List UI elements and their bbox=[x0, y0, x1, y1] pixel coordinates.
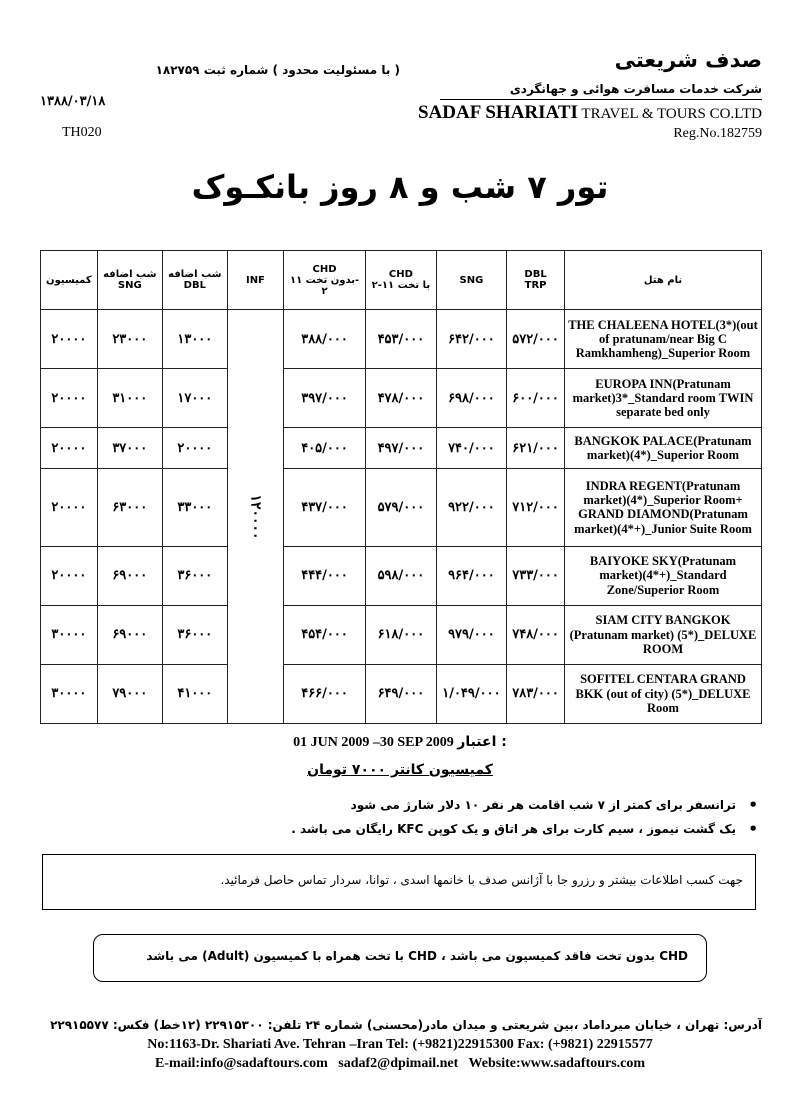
table-row bbox=[41, 546, 762, 605]
cell-dbl: ۵۷۲/۰۰۰ bbox=[507, 310, 565, 369]
cell-extra-dbl: ۱۷۰۰۰ bbox=[162, 369, 227, 428]
table-row bbox=[41, 428, 762, 469]
notes-list bbox=[60, 798, 760, 846]
cell-sng: ۶۹۸/۰۰۰ bbox=[436, 369, 506, 428]
cell-hotel: BAIYOKE SKY(Pratunam market)(4*+)_Standard Zone/Superior Room bbox=[565, 546, 762, 605]
cell-extra-dbl: ۱۳۰۰۰ bbox=[162, 310, 227, 369]
price-table bbox=[40, 250, 762, 724]
footer-address-fa: آدرس: تهران ، خیابان میرداماد ،بین شریعتی و میدان مادر(محسنی) شماره ۲۴ تلفن: ۲۲۹۱۵۳۰۰ (۱۲خط) فکس: ۲۲۹۱۵۵۷۷ bbox=[50, 1018, 762, 1032]
note-item: • ترانسفر برای کمتر از ۷ شب اقامت هر نفر ۱۰ دلار شارژ می شود bbox=[60, 798, 760, 812]
header-divider bbox=[440, 99, 762, 100]
cell-commission: ۲۰۰۰۰ bbox=[41, 546, 98, 605]
cell-extra-sng: ۶۹۰۰۰ bbox=[97, 605, 162, 664]
cell-sng: ۹۶۴/۰۰۰ bbox=[436, 546, 506, 605]
cell-dbl: ۷۳۳/۰۰۰ bbox=[507, 546, 565, 605]
table-row bbox=[41, 310, 762, 369]
cell-chd-bed: ۵۹۸/۰۰۰ bbox=[366, 546, 437, 605]
cell-commission: ۲۰۰۰۰ bbox=[41, 310, 98, 369]
cell-extra-sng: ۶۹۰۰۰ bbox=[97, 546, 162, 605]
col-inf: INF bbox=[227, 251, 283, 310]
cell-chd-bed: ۶۴۹/۰۰۰ bbox=[366, 664, 437, 723]
footer-contact-en: E-mail:info@sadaftours.com sadaf2@dpimail.net Website:www.sadaftours.com bbox=[154, 1056, 646, 1071]
cell-chd-bed: ۴۵۳/۰۰۰ bbox=[366, 310, 437, 369]
cell-hotel: SOFITEL CENTARA GRAND BKK (out of city) (5*)_DELUXE Room bbox=[565, 664, 762, 723]
cell-dbl: ۷۴۸/۰۰۰ bbox=[507, 605, 565, 664]
table-row bbox=[41, 369, 762, 428]
col-extra-dbl: شب اضافه DBL bbox=[162, 251, 227, 310]
cell-sng: ۷۴۰/۰۰۰ bbox=[436, 428, 506, 469]
col-hotel: نام هتل bbox=[565, 251, 762, 310]
col-sng: SNG bbox=[436, 251, 506, 310]
cell-chd-nobed: ۳۹۷/۰۰۰ bbox=[284, 369, 366, 428]
cell-extra-dbl: ۴۱۰۰۰ bbox=[162, 664, 227, 723]
registration-number: Reg.No.182759 bbox=[673, 126, 762, 141]
cell-sng: ۱/۰۴۹/۰۰۰ bbox=[436, 664, 506, 723]
cell-commission: ۳۰۰۰۰ bbox=[41, 664, 98, 723]
document-code: TH020 bbox=[62, 125, 102, 140]
cell-chd-nobed: ۴۳۷/۰۰۰ bbox=[284, 468, 366, 546]
cell-chd-nobed: ۴۴۴/۰۰۰ bbox=[284, 546, 366, 605]
company-name-fa: صدف شریعتی bbox=[614, 48, 762, 72]
cell-chd-bed: ۶۱۸/۰۰۰ bbox=[366, 605, 437, 664]
table-header-row bbox=[41, 251, 762, 310]
cell-extra-dbl: ۳۳۰۰۰ bbox=[162, 468, 227, 546]
validity-label: اعتبار : bbox=[457, 734, 507, 750]
cell-extra-dbl: ۲۰۰۰۰ bbox=[162, 428, 227, 469]
company-name-en bbox=[418, 102, 762, 124]
cell-chd-bed: ۴۹۷/۰۰۰ bbox=[366, 428, 437, 469]
col-commission: کمیسیون bbox=[41, 251, 98, 310]
footer-address-en: No:1163-Dr. Shariati Ave. Tehran –Iran Tel: (+9821)22915300 Fax: (+9821) 22915577 bbox=[147, 1037, 653, 1052]
cell-inf bbox=[227, 310, 283, 724]
table-row bbox=[41, 468, 762, 546]
col-chd-bed: CHD با تخت ۱۱-۲ bbox=[366, 251, 437, 310]
chd-note-text: CHD بدون تخت فاقد کمیسیون می باشد ، CHD با تخت همراه با کمیسیون (Adult) می باشد bbox=[146, 949, 688, 963]
cell-dbl: ۶۲۱/۰۰۰ bbox=[507, 428, 565, 469]
cell-extra-sng: ۳۷۰۰۰ bbox=[97, 428, 162, 469]
cell-hotel: SIAM CITY BANGKOK (Pratunam market) (5*)_DELUXE ROOM bbox=[565, 605, 762, 664]
tour-title: تور ۷ شب و ۸ روز بانکـوک bbox=[191, 168, 609, 206]
document-date: ۱۳۸۸/۰۳/۱۸ bbox=[40, 94, 106, 109]
company-subtitle-fa: شرکت خدمات مسافرت هوائی و جهانگردی bbox=[509, 82, 762, 96]
cell-extra-sng: ۳۱۰۰۰ bbox=[97, 369, 162, 428]
inf-value: ۱۲۰۰۰۰ bbox=[247, 493, 264, 540]
cell-extra-dbl: ۳۶۰۰۰ bbox=[162, 546, 227, 605]
company-registration-fa: ( با مسئولیت محدود ) شماره ثبت ۱۸۲۷۵۹ bbox=[155, 63, 400, 77]
cell-dbl: ۷۱۲/۰۰۰ bbox=[507, 468, 565, 546]
cell-chd-nobed: ۴۵۴/۰۰۰ bbox=[284, 605, 366, 664]
chd-note-box bbox=[93, 934, 707, 982]
note-item: • یک گشت نیموز ، سیم کارت برای هر اتاق و یک کوپن KFC رایگان می باشد . bbox=[60, 822, 760, 836]
table-row bbox=[41, 605, 762, 664]
cell-sng: ۹۲۲/۰۰۰ bbox=[436, 468, 506, 546]
cell-commission: ۲۰۰۰۰ bbox=[41, 369, 98, 428]
col-extra-sng: شب اضافه SNG bbox=[97, 251, 162, 310]
cell-commission: ۲۰۰۰۰ bbox=[41, 428, 98, 469]
validity-dates: 01 JUN 2009 –30 SEP 2009 bbox=[293, 735, 454, 750]
cell-commission: ۲۰۰۰۰ bbox=[41, 468, 98, 546]
company-name-en-bold: SADAF SHARIATI bbox=[417, 102, 578, 123]
info-box bbox=[42, 854, 756, 910]
validity bbox=[0, 734, 800, 751]
cell-dbl: ۶۰۰/۰۰۰ bbox=[507, 369, 565, 428]
col-chd-nobed: CHD بدون تخت ۱۱- ۲ bbox=[284, 251, 366, 310]
cell-extra-sng: ۲۳۰۰۰ bbox=[97, 310, 162, 369]
cell-sng: ۹۷۹/۰۰۰ bbox=[436, 605, 506, 664]
cell-sng: ۶۴۲/۰۰۰ bbox=[436, 310, 506, 369]
cell-extra-dbl: ۳۶۰۰۰ bbox=[162, 605, 227, 664]
cell-hotel: EUROPA INN(Pratunam market)3*_Standard room TWIN separate bed only bbox=[565, 369, 762, 428]
cell-hotel: THE CHALEENA HOTEL(3*)(out of pratunam/near Big C Ramkhamheng)_Superior Room bbox=[565, 310, 762, 369]
cell-chd-bed: ۵۷۹/۰۰۰ bbox=[366, 468, 437, 546]
table-row bbox=[41, 664, 762, 723]
cell-chd-nobed: ۳۸۸/۰۰۰ bbox=[284, 310, 366, 369]
info-text: جهت کسب اطلاعات بیشتر و رزرو جا با آژانس صدف با خانمها اسدی ، توانا، سردار تماس حاصل فرمائید. bbox=[220, 873, 743, 887]
cell-chd-nobed: ۴۰۵/۰۰۰ bbox=[284, 428, 366, 469]
cell-hotel: INDRA REGENT(Pratunam market)(4*)_Superior Room+ GRAND DIAMOND(Pratunam market)(4*+)_Junior Suite Room bbox=[565, 468, 762, 546]
cell-extra-sng: ۶۳۰۰۰ bbox=[97, 468, 162, 546]
col-dbl-trp: DBL TRP bbox=[507, 251, 565, 310]
cell-chd-nobed: ۴۶۶/۰۰۰ bbox=[284, 664, 366, 723]
company-name-en-rest: TRAVEL & TOURS CO.LTD bbox=[577, 106, 762, 122]
cell-chd-bed: ۴۷۸/۰۰۰ bbox=[366, 369, 437, 428]
cell-commission: ۳۰۰۰۰ bbox=[41, 605, 98, 664]
cell-hotel: BANGKOK PALACE(Pratunam market)(4*)_Superior Room bbox=[565, 428, 762, 469]
counter-commission: کمیسیون کانتر ۷۰۰۰ تومان bbox=[307, 762, 493, 778]
cell-dbl: ۷۸۳/۰۰۰ bbox=[507, 664, 565, 723]
cell-extra-sng: ۷۹۰۰۰ bbox=[97, 664, 162, 723]
